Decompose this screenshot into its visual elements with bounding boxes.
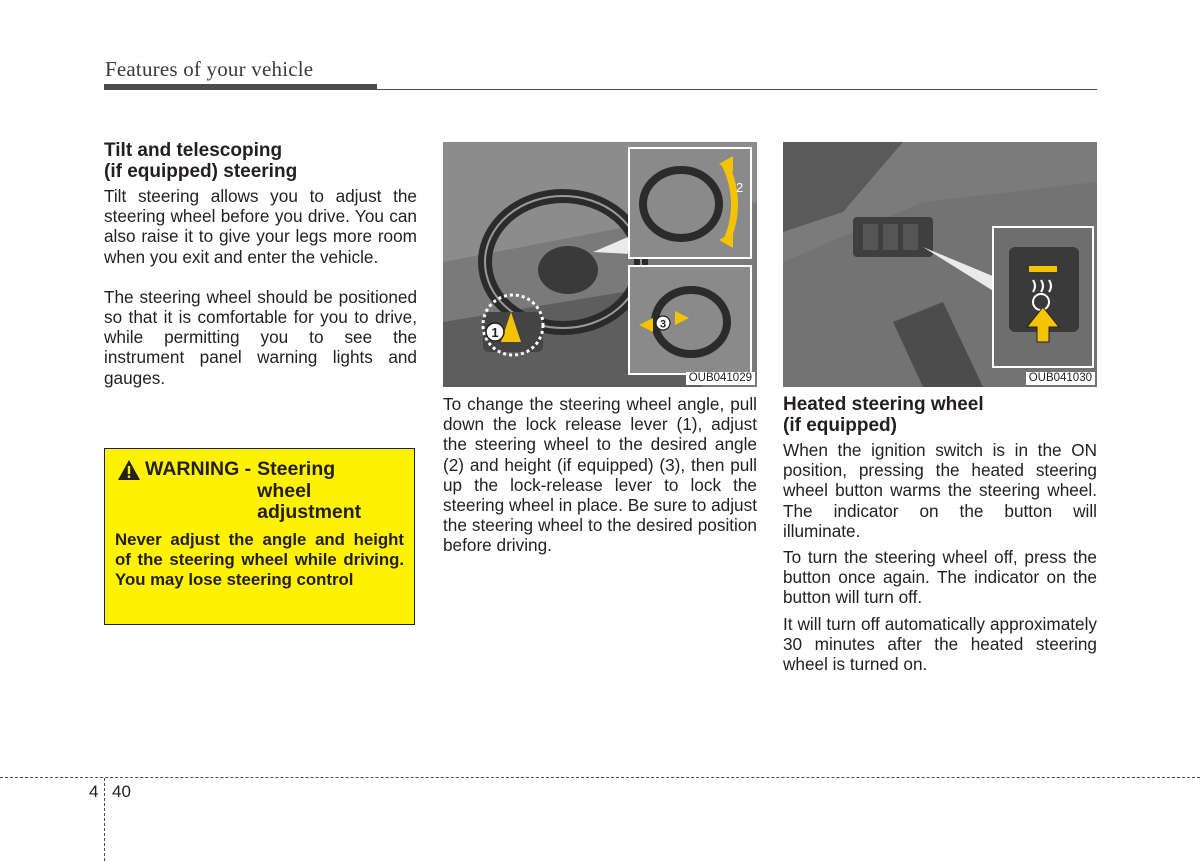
warning-triangle-icon	[117, 459, 141, 481]
heated-paragraph-2: To turn the steering wheel off, press the button once again. The indicator on the button will turn off.	[783, 547, 1097, 608]
heated-heading-line1: Heated steering wheel	[783, 394, 984, 415]
adjust-paragraph: To change the steering wheel angle, pull down the lock release lever (1), adjust the steering wheel to the desired angle (2) and height (if equipped) (3), then pull up the lock-release lever to lock the steering wheel in place. Be sure to adjust the steering wheel to the desired position before driving.	[443, 394, 757, 556]
callout-3: 3	[659, 318, 667, 331]
warning-title-line1: Steering	[257, 458, 336, 480]
tilt-paragraph-2: The steering wheel should be positioned so that it is comfortable for you to drive, while permitting you to see the instrument panel warning lights and gauges.	[104, 286, 417, 388]
warning-text: Never adjust the angle and height of the steering wheel while driving. You may lose steering control	[115, 529, 404, 589]
warning-title-line3: adjustment	[257, 501, 362, 523]
footer-rule	[0, 777, 1200, 778]
heated-steering-drawing	[783, 142, 1097, 387]
tilt-heading-line1: Tilt and telescoping	[104, 140, 283, 161]
figure1-code: OUB041029	[686, 372, 755, 385]
footer-divider	[104, 778, 105, 861]
warning-title	[115, 459, 404, 524]
steering-adjust-drawing	[443, 142, 757, 387]
callout-1: 1	[491, 325, 499, 340]
steering-adjust-illustration	[443, 142, 757, 387]
heated-paragraph-1: When the ignition switch is in the ON position, pressing the heated steering wheel button warms the steering wheel. The indicator on the button will illuminate.	[783, 440, 1097, 541]
tilt-heading	[104, 140, 417, 182]
heated-heading-line2: (if equipped)	[783, 415, 897, 436]
heated-heading	[783, 394, 1097, 436]
figure2-code: OUB041030	[1026, 372, 1095, 385]
chapter-number: 4	[89, 782, 99, 801]
heated-paragraph-3: It will turn off automatically approximately 30 minutes after the heated steering wheel is turned on.	[783, 613, 1097, 675]
tilt-steering-section	[104, 140, 417, 388]
warning-word: WARNING -	[145, 458, 252, 480]
page-header-title: Features of your vehicle	[105, 57, 314, 81]
warning-title-line2: wheel	[257, 479, 312, 502]
callout-2: 2	[736, 180, 744, 195]
page-number: 40	[112, 782, 131, 801]
header-rule	[104, 89, 1097, 90]
warning-box	[104, 448, 415, 625]
tilt-paragraph-1: Tilt steering allows you to adjust the steering wheel before you drive. You can also raise it to give your legs more room when you exit and enter the vehicle.	[104, 186, 417, 267]
tilt-heading-line2: (if equipped) steering	[104, 161, 298, 182]
heated-steering-section	[783, 394, 1097, 674]
heated-steering-illustration	[783, 142, 1097, 387]
warning-subject	[251, 459, 361, 524]
adjust-section	[443, 394, 757, 556]
